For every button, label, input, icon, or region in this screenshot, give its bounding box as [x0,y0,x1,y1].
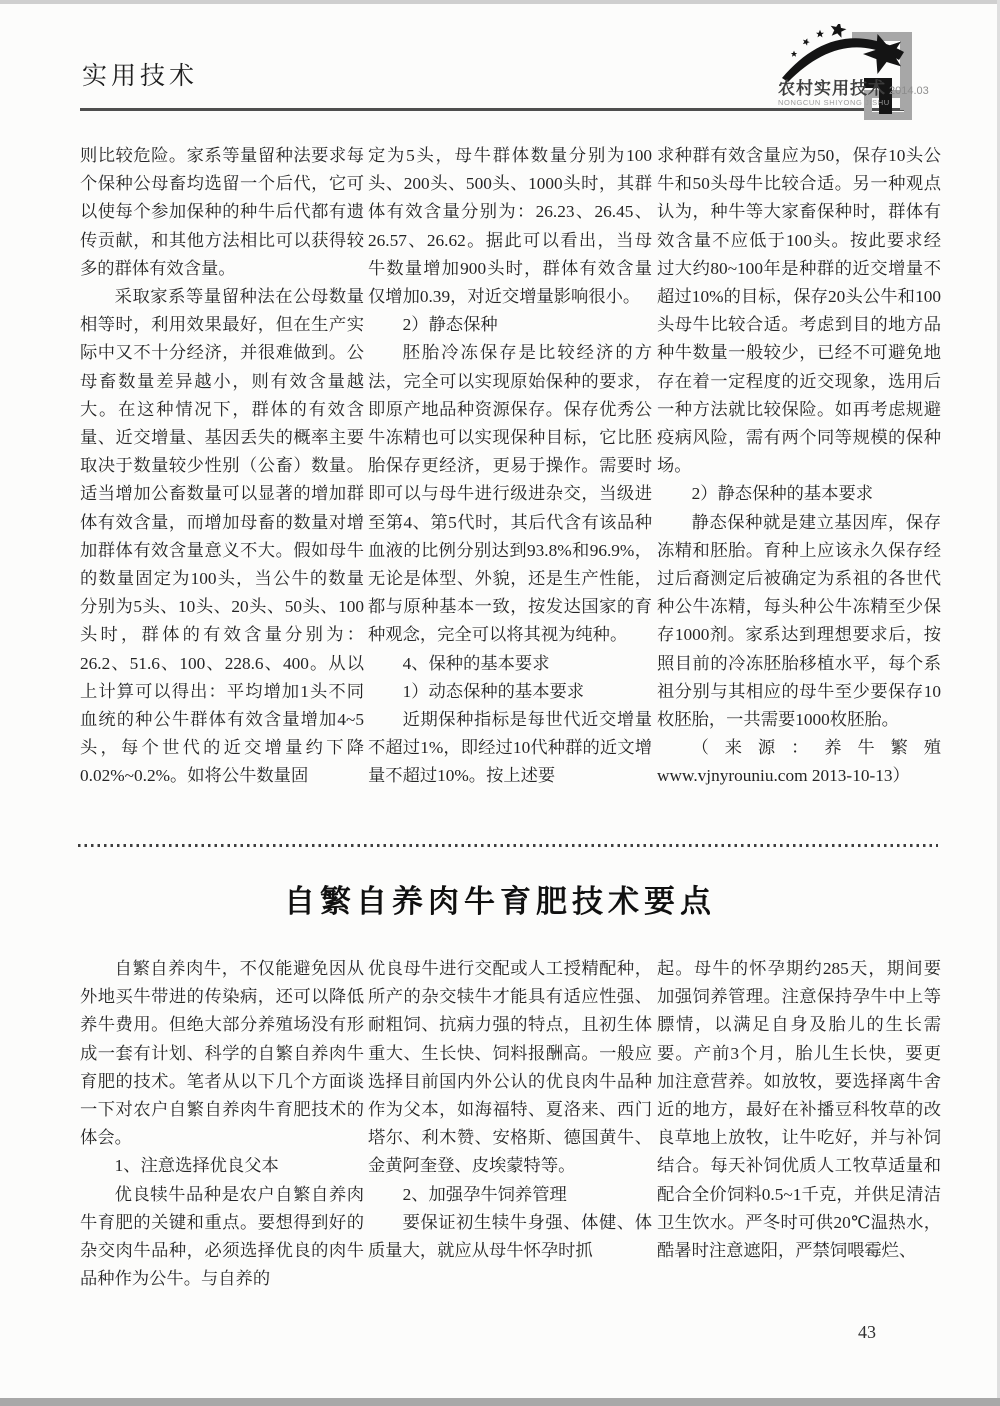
paragraph: 要保证初生犊牛身强、体健、体质量大，就应从母牛怀孕时抓 [368,1212,652,1261]
article2-title: 自繁自养肉牛育肥技术要点 [284,884,716,919]
article1-column-1 [80,142,364,791]
logo-title: 农村实用技术 [778,79,886,98]
subheading: 2）静态保种 [402,315,498,335]
paragraph: 则比较危险。家系等量留种法要求每个保种公母畜均选留一个后代，它可以使每个参加保种的种牛后代都有遗传贡献，和其他方法相比可以获得较多的群体有效含量。 [80,146,364,278]
logo-subtitle: NONGCUN SHIYONG JISHU [778,97,890,107]
subheading: 1）动态保种的基本要求 [402,681,585,701]
subheading: 2、加强孕牛饲养管理 [402,1184,567,1204]
article2-column-3 [657,955,941,1265]
paragraph: 定为5头，母牛群体数量分别为100头、200头、500头、1000头时，其群体有效含量分别为：26.23、26.45、26.57、26.62。据此可以看出，当母牛数量增加900头时，群体有效含量仅增加0.39，对近交增量影响很小。 [368,146,652,307]
paragraph: 近期保种指标是每世代近交增量不超过1%，即经过10代种群的近文增量不超过10%。按上述要 [368,710,652,786]
page-number: 43 [858,1322,876,1342]
dotted-divider [78,844,938,847]
star-icon [791,51,797,57]
article1-column-3 [657,142,941,791]
logo-issue: 2014.03 [889,85,929,97]
subheading: 1、注意选择优良父本 [114,1156,279,1176]
page-edge-top [0,0,1000,4]
article2-column-1 [80,955,364,1293]
paragraph: 采取家系等量留种法在公母数量相等时，利用效果最好，但在生产实际中又不十分经济，并很难做到。公母畜数量差异越小，则有效含量越大。在这种情况下，群体的有效含量、近交增量、基因丢失的概率主要取决于数量较少性别（公畜）数量。适当增加公畜数量可以显著的增加群体有效含量，而增加母畜的数量对增加群体有效含量意义不大。假如母牛的数量固定为100头，当公牛的数量分别为5头、10头、20头、50头、100头时，群体的有效含量分别为：26.2、51.6、100、228.6、400。从以上计算可以得出：平均增加1头不同血统的种公牛群体有效含量增加4~5头，每个世代的近交增量约下降0.02%~0.2%。如将公牛数量固 [80,287,364,786]
paragraph: 优良犊牛品种是农户自繁自养肉牛育肥的关键和重点。要想得到好的杂交肉牛品种，必须选择优良的肉牛品种作为公牛。与自养的 [80,1184,364,1289]
subheading: 4、保种的基本要求 [402,653,550,673]
star-icon [829,24,848,38]
paragraph: 起。母牛的怀孕期约285天，期间要加强饲养管理。注意保持孕牛中上等膘情，以满足自身及胎儿的生长需要。产前3个月，胎儿生长快，要更加注意营养。如放牧，要选择离牛舍近的地方，最好在补播豆科牧草的改良草地上放牧，让牛吃好，并与补饲结合。每天补饲优质人工牧草适量和配合全价饲料0.5~1千克，并供足清洁卫生饮水。严冬时可供20℃温热水，酷暑时注意遮阳，严禁饲喂霉烂、 [657,959,941,1261]
subheading: 2）静态保种的基本要求 [691,484,874,504]
star-icon [802,37,811,46]
paragraph: 静态保种就是建立基因库，保存冻精和胚胎。育种上应该永久保存经过后裔测定后被确定为系祖的各世代种公牛冻精，每头种公牛冻精至少保存1000剂。家系达到理想要求后，按照目前的冷冻胚胎移植水平，每个系祖分别与其相应的母牛至少要保存10枚胚胎，一共需要1000枚胚胎。 [657,512,941,730]
article2-column-2 [368,955,652,1265]
page-edge-bottom [0,1398,1000,1406]
paragraph: 自繁自养肉牛，不仅能避免因从外地买牛带进的传染病，还可以降低养牛费用。但绝大部分养殖场没有形成一套有计划、科学的自繁自养肉牛育肥的技术。笔者从以下几个方面谈一下对农户自繁自养肉牛育肥技术的体会。 [80,959,364,1148]
section-label: 实用技术 [82,63,199,90]
star-icon [816,30,824,38]
magazine-logo [778,24,948,130]
paragraph: 求种群有效含量应为50，保存10头公牛和50头母牛比较合适。另一种观点认为，种牛等大家畜保种时，群体有效含量不应低于100头。按此要求经过大约80~100年是种群的近交增量不超过10%的目标，保存20头公牛和100头母牛比较合适。考虑到目的地方品种牛数量一般较少，已经不可避免地存在着一定程度的近交现象，选用后一种方法就比较保险。如再考虑规避疫病风险，需有两个同等规模的保种场。 [657,146,941,476]
comet-swoosh-icon [780,24,912,84]
paragraph: 胚胎冷冻保存是比较经济的方法，完全可以实现原始保种的要求，即原产地品种资源保存。保存优秀公牛冻精也可以实现保种目标，它比胚胎保存更经济，更易于操作。需要时即可以与母牛进行级进杂交，当级进至第4、第5代时，其后代含有该品种血液的比例分别达到93.8%和96.9%，无论是体型、外貌，还是生产性能，都与原种基本一致，按发达国家的育种观念，完全可以将其视为纯种。 [368,343,652,645]
article1-column-2 [368,142,652,791]
paragraph: 优良母牛进行交配或人工授精配种，所产的杂交犊牛才能具有适应性强、耐粗饲、抗病力强的特点，且初生体重大、生长快、饲料报酬高。一般应选择目前国内外公认的优良肉牛品种作为父本，如海福特、夏洛来、西门塔尔、利木赞、安格斯、德国黄牛、金黄阿奎登、皮埃蒙特等。 [368,959,652,1176]
source-line: （来源：养牛繁殖www.vjnyrouniu.com 2013-10-13） [657,738,941,786]
